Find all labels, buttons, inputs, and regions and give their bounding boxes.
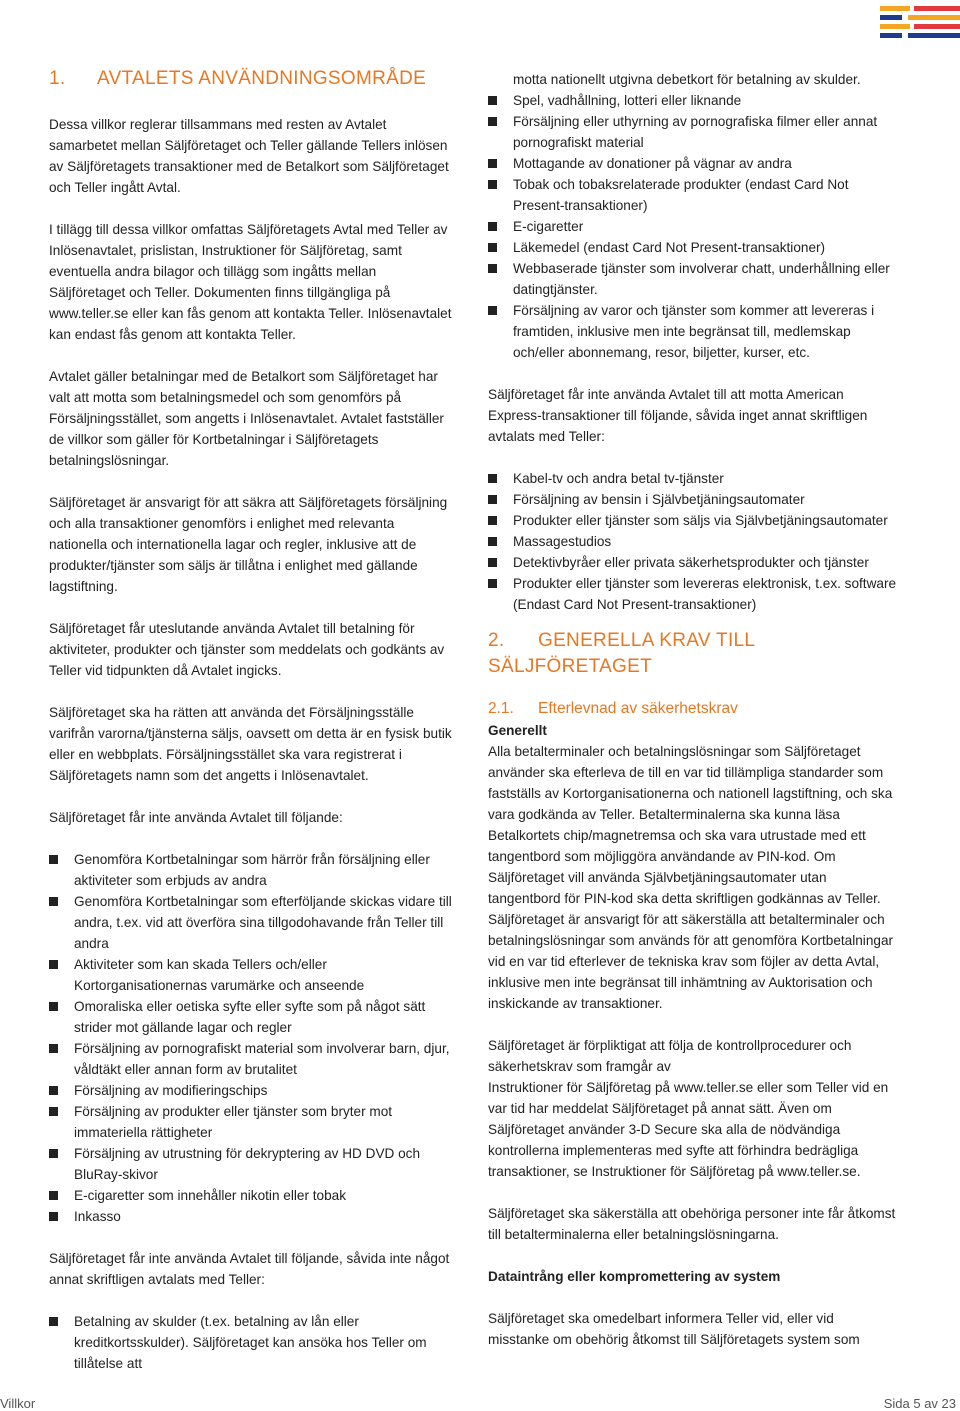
list-item: Genomföra Kortbetalningar som härrör från försäljning eller aktiviteter som erbjuds av andra (49, 849, 454, 891)
section-2-heading (488, 628, 898, 680)
list-item: Spel, vadhållning, lotteri eller liknande (488, 90, 898, 111)
paragraph: Avtalet gäller betalningar med de Betalkort som Säljföretaget har valt att motta som betalningsmedel och som genomförs på Försäljningsstället, som angetts i Inlösenavtalet. Avtalet fastställer de villkor som gäller för Kortbetalningar i Säljföretagets betalningslösningar. (49, 369, 444, 468)
paragraph: Säljföretaget ska omedelbart informera Teller vid, eller vid misstanke om obehörig åtkomst till Säljföretagets system som (488, 1311, 860, 1347)
left-column (49, 60, 454, 1395)
subsection-number: 2.1. (488, 700, 514, 717)
paragraph: Dessa villkor reglerar tillsammans med resten av Avtalet samarbetet mellan Säljföretaget och Teller gällande Tellers inlösen av Säljföretagets transaktioner med de Betalkort som Säljföretaget och Teller ingått Avtal. (49, 117, 449, 195)
list-item: Omoraliska eller oetiska syfte eller syfte som på något sätt strider mot gällande lagar och regler (49, 996, 454, 1038)
teller-logo-icon (880, 6, 960, 38)
subsection-title: Efterlevnad av säkerhetskrav (538, 700, 738, 717)
list-item: Massagestudios (488, 531, 898, 552)
paragraph: I tillägg till dessa villkor omfattas Säljföretagets Avtal med Teller av Inlösenavtalet, prislistan, Instruktioner för Säljföretag, samt eventuella andra bilagor och tillägg som ingåtts mellan Säljföretaget och Teller. Dokumenten finns tillgängliga på www.teller.se eller kan fås genom att kontakta Teller. Inlösenavtalet kan endast fås genom att kontakta Teller. (49, 222, 452, 342)
list-item: E-cigaretter som innehåller nikotin eller tobak (49, 1185, 454, 1206)
section-number: 1. (49, 68, 66, 89)
right-column (488, 69, 898, 1371)
list-item: Genomföra Kortbetalningar som efterföljande skickas vidare till andra, t.ex. vid att överföra sina tillgodohavande från Teller till andra (49, 891, 454, 954)
prohibited-list (49, 849, 454, 1227)
sub-heading: Generellt (488, 723, 547, 738)
list-item: Detektivbyråer eller privata säkerhetsprodukter och tjänster (488, 552, 898, 573)
list-item: Försäljning av produkter eller tjänster som bryter mot immateriella rättigheter (49, 1101, 454, 1143)
list-item: Webbaserade tjänster som involverar chatt, underhållning eller datingtjänster. (488, 258, 898, 300)
list-item: Aktiviteter som kan skada Tellers och/eller Kortorganisationernas varumärke och anseende (49, 954, 454, 996)
amex-prohibited-list (488, 468, 898, 615)
subsection-heading (488, 698, 898, 720)
conditional-list-continued (488, 90, 898, 363)
section-1-heading (49, 66, 454, 92)
paragraph: Säljföretaget får uteslutande använda Avtalet till betalning för aktiviteter, produkter och tjänster som meddelats och godkänts av Teller vid tidpunkten då Avtalet ingicks. (49, 621, 445, 678)
list-item: Försäljning av utrustning för dekryptering av HD DVD och BluRay-skivor (49, 1143, 454, 1185)
list-item: Betalning av skulder (t.ex. betalning av lån eller kreditkortsskulder). Säljföretaget kan ansöka hos Teller om tillåtelse att (49, 1311, 454, 1374)
list-item: Kabel-tv och andra betal tv-tjänster (488, 468, 898, 489)
paragraph: Säljföretaget får inte använda Avtalet till att motta American Express-transaktioner till följande, såvida inget annat skriftligen avtalats med Teller: (488, 387, 868, 444)
paragraph: Säljföretaget är ansvarigt för att säkra att Säljföretagets försäljning och alla transaktioner genomförs i enlighet med relevanta nationella och internationella lagar och regler, inklusive att de produkter/tjänster som säljs är tillåtna i enlighet med gällande lagstiftning. (49, 495, 448, 594)
paragraph: Säljföretaget är förpliktigat att följa de kontrollprocedurer och säkerhetskrav som framgår av (488, 1038, 852, 1074)
conditional-list (49, 1311, 454, 1374)
list-item: Försäljning av pornografiskt material som involverar barn, djur, våldtäkt eller annan form av brutalitet (49, 1038, 454, 1080)
paragraph: Säljföretaget får inte använda Avtalet till följande: (49, 810, 343, 825)
list-item: Försäljning av modifieringschips (49, 1080, 454, 1101)
list-item: E-cigaretter (488, 216, 898, 237)
paragraph: Alla betalterminaler och betalningslösningar som Säljföretaget använder ska efterleva de till en var tid tillämpliga standarder som fastställs av Kortorganisationerna och nationell lagstiftning, och ska vara godkända av Teller. Betalterminalerna ska kunna läsa Betalkortets chip/magnetremsa och ska vara utrustade med ett tangentbord som möjliggöra användande av PIN-kod. Om Säljföretaget vill använda Självbetjäningsautomater utan tangentbord för PIN-kod ska detta skriftligen godkännas av Teller. Säljföretaget är ansvarigt för att säkerställa att betalterminaler och betalningslösningar som används för att genomföra Kortbetalningar vid en var tid efterlever de tekniska krav som föjler av detta Avtal, inklusive men inte begränsat till inhämtning av Auktorisation och inskickande av transaktioner. (488, 744, 894, 1011)
paragraph: Instruktioner för Säljföretag på www.teller.se eller som Teller vid en var tid har meddelat Säljföretaget på annat sätt. Även om Säljföretaget använder 3-D Secure ska alla de nödvändiga kontrollerna implementeras med syfte att förhindra bedrägliga transaktioner, se Instruktioner för Säljföretag på www.teller.se. (488, 1080, 889, 1179)
list-item: Produkter eller tjänster som levereras elektronisk, t.ex. software (Endast Card Not Present-transaktioner) (488, 573, 898, 615)
list-item: Försäljning eller uthyrning av pornografiska filmer eller annat pornografiskt material (488, 111, 898, 153)
heading: Dataintrång eller kompromettering av system (488, 1269, 781, 1284)
section-title: GENERELLA KRAV TILL SÄLJFÖRETAGET (488, 630, 755, 677)
paragraph: Säljföretaget ska säkerställa att obehöriga personer inte får åtkomst till betalterminalerna eller betalningslösningarna. (488, 1206, 896, 1242)
list-item: Inkasso (49, 1206, 454, 1227)
list-item: Produkter eller tjänster som säljs via Självbetjäningsautomater (488, 510, 898, 531)
list-item: Försäljning av varor och tjänster som kommer att levereras i framtiden, inklusive men inte begränsat till, medlemskap och/eller abonnemang, resor, biljetter, kurser, etc. (488, 300, 898, 363)
section-number: 2. (488, 630, 505, 651)
paragraph: Säljföretaget ska ha rätten att använda det Försäljningsställe varifrån varorna/tjänsterna säljs, oavsett om detta är en fysisk butik eller en webbplats. Försäljningsstället ska vara registrerat i Säljföretagets namn som det angetts i Inlösenavtalet. (49, 705, 452, 783)
footer-document-name: Villkor (0, 1396, 36, 1411)
paragraph: Säljföretaget får inte använda Avtalet till följande, såvida inte något annat skriftligen avtalats med Teller: (49, 1251, 450, 1287)
list-item: Tobak och tobaksrelaterade produkter (endast Card Not Present-transaktioner) (488, 174, 898, 216)
list-item: Läkemedel (endast Card Not Present-transaktioner) (488, 237, 898, 258)
footer-page-number: Sida 5 av 23 (883, 1396, 956, 1411)
section-title: AVTALETS ANVÄNDNINGSOMRÅDE (97, 68, 427, 89)
list-item: Mottagande av donationer på vägnar av andra (488, 153, 898, 174)
list-continuation: motta nationellt utgivna debetkort för betalning av skulder. (513, 72, 861, 87)
list-item: Försäljning av bensin i Självbetjäningsautomater (488, 489, 898, 510)
